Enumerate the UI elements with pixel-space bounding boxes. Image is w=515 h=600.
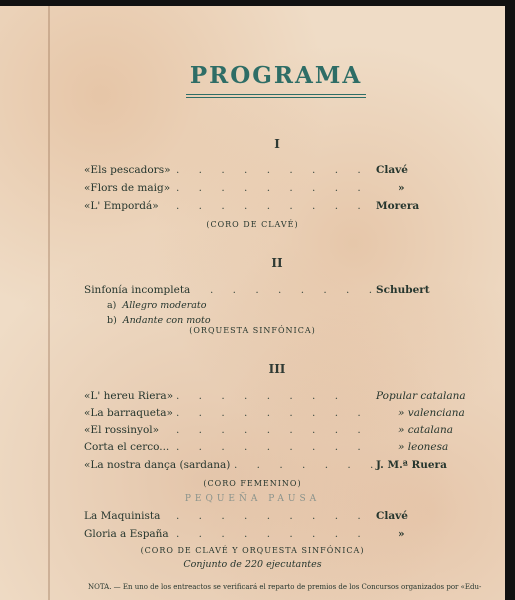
composer: J. M.ª Ruera [376,459,447,471]
section-numeral: I [274,137,280,151]
leader-dots: . . . . . . . . [176,390,347,402]
leader-dots: . . . . . . . . . [176,164,369,176]
piece-title: «El rossinyol» [84,424,160,436]
leader-dots: . . . . . . . . . [176,528,369,540]
leader-dots: . . . . . . . . . [176,510,369,522]
movement-letter: b) [107,315,117,326]
composer: » [398,528,405,540]
program-item [84,198,470,214]
movement [107,299,206,313]
leader-dots: . . . . . . . . . [176,407,369,419]
program-item [84,388,470,404]
section-numeral: II [271,256,283,270]
leader-dots: . . . . . . . . [210,284,381,296]
performer-note: (CORO DE CLAVÉ) [206,220,299,229]
leader-dots: . . . . . . . . . [176,182,369,194]
piece-title: «La barraqueta» [84,407,173,419]
piece-title: Sinfonía incompleta [84,284,191,296]
program-page [0,6,505,600]
leader-dots: . . . . . . . . . [176,200,369,212]
composer: Schubert [376,284,430,296]
leader-dots: . . . . . . . [234,459,382,471]
performer-note: (CORO DE CLAVÉ Y ORQUESTA SINFÓNICA) [140,546,365,555]
program-item [84,457,470,473]
program-item [84,439,470,455]
program-item [84,180,470,196]
program-item [84,508,470,524]
composer: Clavé [376,510,408,522]
movement-text: Andante con moto [122,315,211,326]
footnote: NOTA. — En uno de los entreactos se verificará el reparto de premios de los Concursos organizados por «Edu- [88,583,482,591]
composer: » valenciana [398,407,465,419]
piece-title: La Maquinista [84,510,161,522]
performer-note: (CORO FEMENINO) [203,479,302,488]
movement-text: Allegro moderato [122,300,207,311]
title-rule-top [186,94,366,95]
composer: » catalana [398,424,454,436]
program-item [84,422,470,438]
program-item [84,282,470,298]
page-title: PROGRAMA [189,62,363,89]
piece-title: Gloria a España [84,528,169,540]
piece-title: Corta el cerco... [84,441,170,453]
pause-note: PEQUEÑA PAUSA [184,494,321,504]
leader-dots: . . . . . . . . . [176,424,369,436]
page-fold [48,6,50,600]
program-item [84,405,470,421]
movement-letter: a) [107,300,117,311]
program-item [84,526,470,542]
piece-title: «L' Empordá» [84,200,159,212]
ensemble-note: Conjunto de 220 ejecutantes [183,559,322,570]
composer: Clavé [376,164,408,176]
piece-title: «La nostra dança (sardana) [84,459,231,471]
composer: » leonesa [398,441,449,453]
leader-dots: . . . . . . . . . [176,441,369,453]
program-item [84,162,470,178]
performer-note: (ORQUESTA SINFÓNICA) [189,326,316,335]
piece-title: «Flors de maig» [84,182,171,194]
title-rule-bottom [186,97,366,98]
composer: Morera [376,200,420,212]
composer: Popular catalana [376,390,466,402]
section-numeral: III [268,362,286,376]
piece-title: «Els pescadors» [84,164,171,176]
composer: » [398,182,405,194]
piece-title: «L' hereu Riera» [84,390,174,402]
